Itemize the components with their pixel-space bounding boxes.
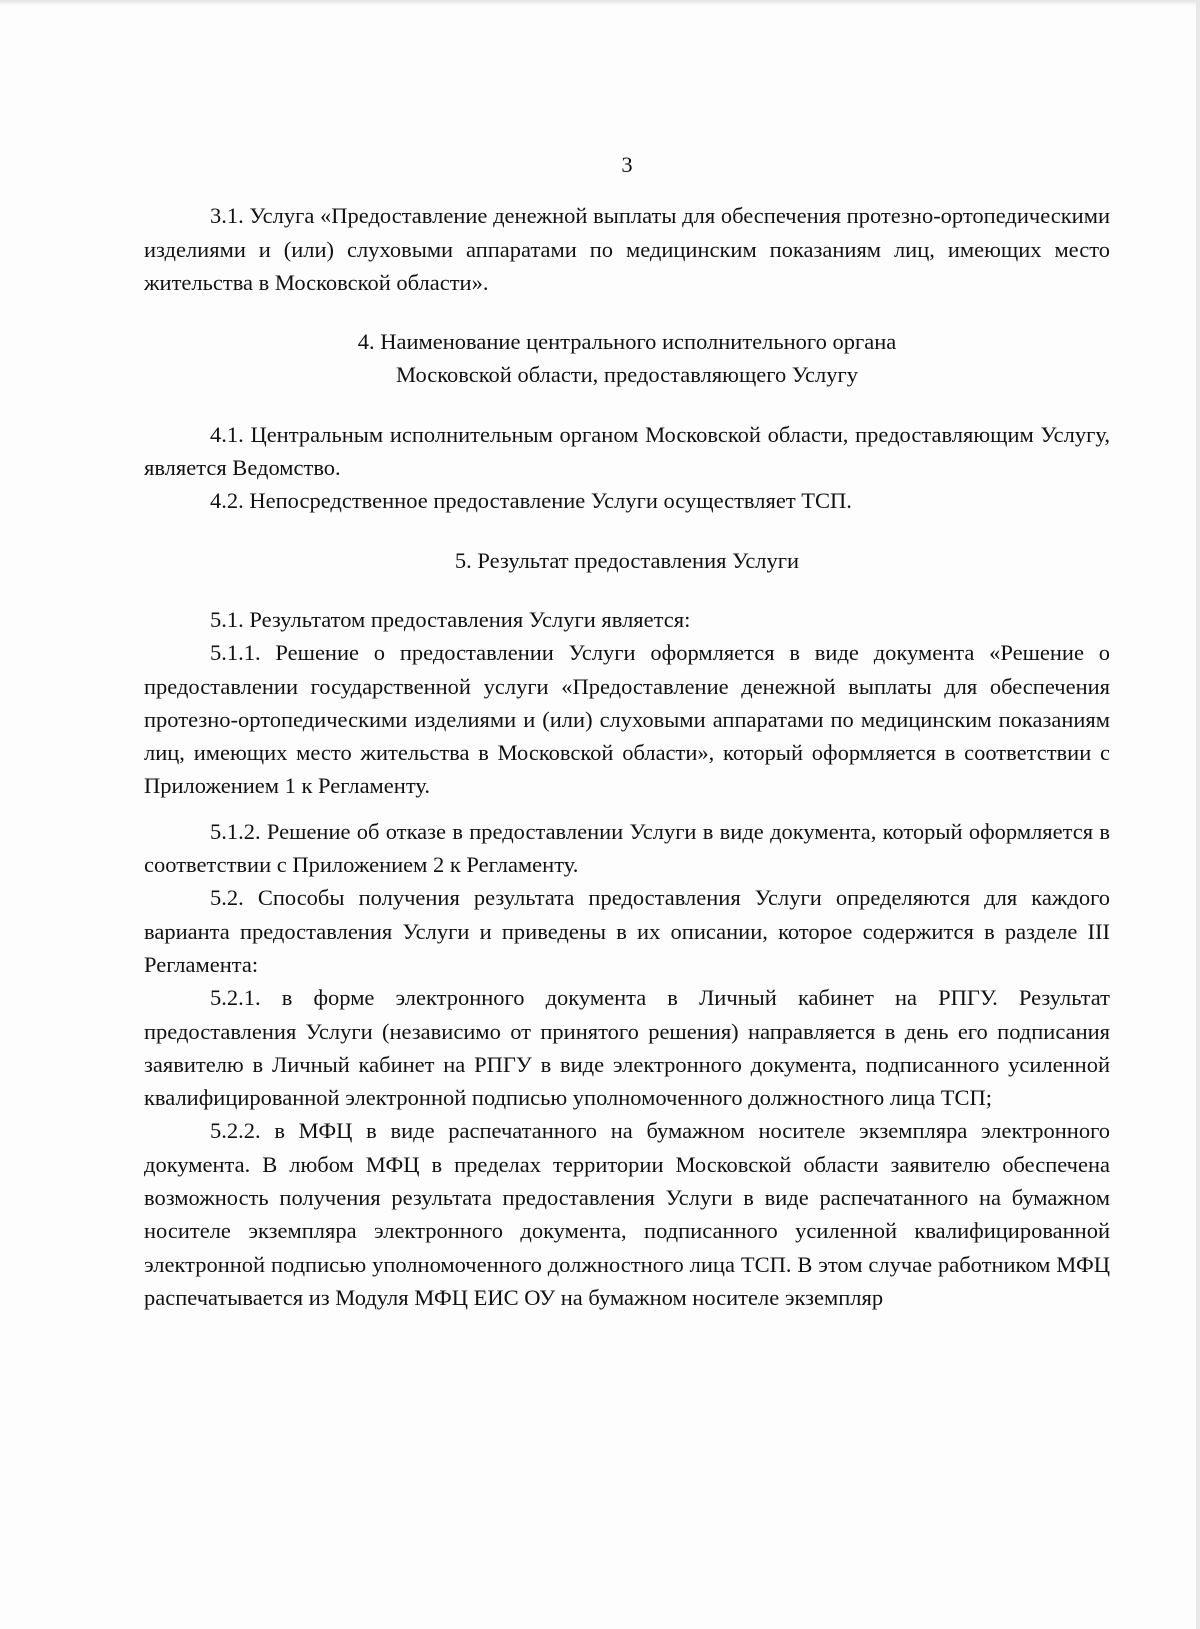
spacer — [144, 577, 1110, 603]
spacer — [144, 803, 1110, 815]
section-5-heading: 5. Результат предоставления Услуги — [454, 547, 800, 573]
section-4-heading-line-2: Московской области, предоставляющего Услугу — [396, 362, 858, 388]
spacer — [144, 299, 1110, 325]
paragraph-5-1-2: 5.1.2. Решение об отказе в предоставлении Услуги в виде документа, который оформляется в соответствии с Приложением 2 к Регламенту. — [144, 818, 1110, 878]
section-4-heading-line-1: 4. Наименование центрального исполнительного органа — [357, 329, 897, 355]
paragraph-5-1-1: 5.1.1. Решение о предоставлении Услуги оформляется в виде документа «Решение о предоставлении государственной услуги «Предоставление денежной выплаты для обеспечения протезно-ортопедическими изделиями и (или) слуховыми аппаратами по медицинским показаниям лиц, имеющих место жительства в Московской области», который оформляется в соответствии с Приложением 1 к Регламенту. — [144, 640, 1110, 799]
paragraph-5-2-2: 5.2.2. в МФЦ в виде распечатанного на бумажном носителе экземпляра электронного документа. В любом МФЦ в пределах территории Московской области заявителю обеспечена возможность получения результата предоставления Услуги в виде распечатанного на бумажном носителе экземпляра электронного документа, подписанного усиленной квалифицированной электронной подписью уполномоченного должностного лица ТСП. В этом случае работником МФЦ распечатывается из Модуля МФЦ ЕИС ОУ на бумажном носителе экземпляр — [144, 1118, 1110, 1310]
spacer — [144, 518, 1110, 544]
paragraph-4-1: 4.1. Центральным исполнительным органом Московской области, предоставляющим Услугу, является Ведомство. — [144, 421, 1110, 481]
paragraph-5-1: 5.1. Результатом предоставления Услуги является: — [210, 606, 691, 632]
paragraph-5-2: 5.2. Способы получения результата предоставления Услуги определяются для каждого варианта предоставления Услуги и приведены в их описании, которое содержится в разделе III Регламента: — [144, 885, 1110, 977]
paragraph-3-1: 3.1. Услуга «Предоставление денежной выплаты для обеспечения протезно-ортопедическими изделиями и (или) слуховыми аппаратами по медицинским показаниям лиц, имеющих место жительства в Московской области». — [144, 203, 1110, 295]
paragraph-4-2: 4.2. Непосредственное предоставление Услуги осуществляет ТСП. — [210, 488, 852, 514]
paragraph-5-2-1: 5.2.1. в форме электронного документа в Личный кабинет на РПГУ. Результат предоставления Услуги (независимо от принятого решения) направляется в день его подписания заявителю в Личный кабинет на РПГУ в виде электронного документа, подписанного усиленной квалифицированной электронной подписью уполномоченного должностного лица ТСП; — [144, 985, 1110, 1111]
spacer — [144, 392, 1110, 418]
scan-edge-top — [0, 0, 1200, 6]
document-body — [144, 148, 1110, 1314]
scan-edge-right — [1196, 0, 1200, 1629]
page-number: 3 — [621, 152, 633, 177]
